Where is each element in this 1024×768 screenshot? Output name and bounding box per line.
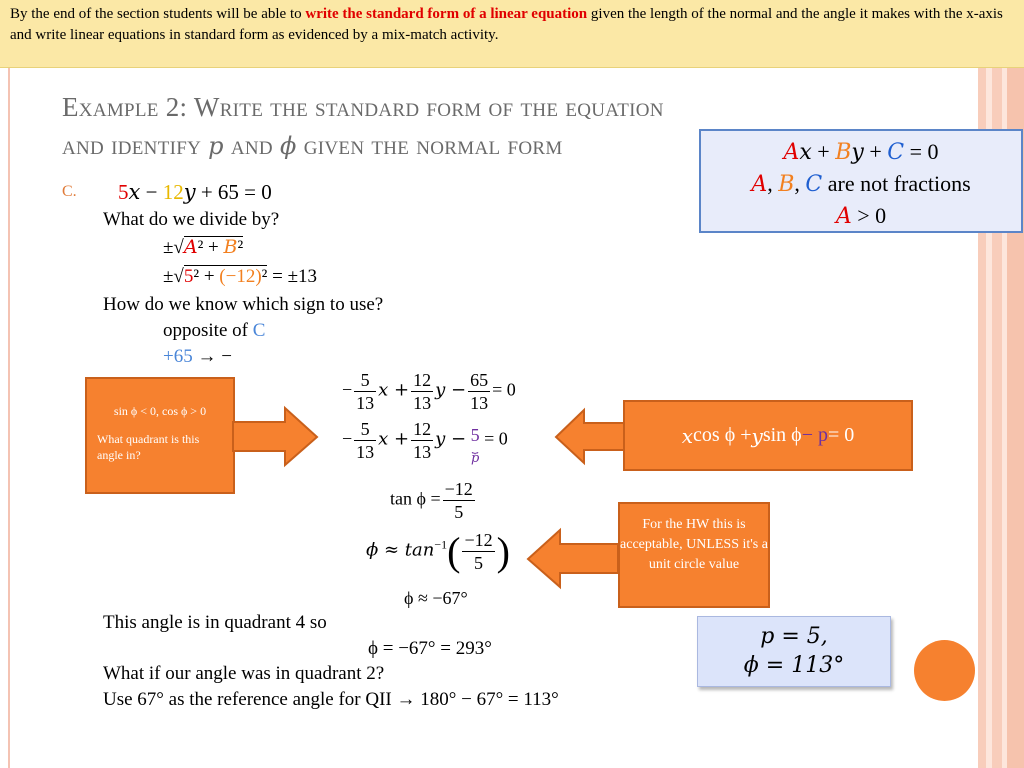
coef: 5 xyxy=(118,180,129,204)
numerator: 5 xyxy=(354,418,376,441)
coef-A: A xyxy=(835,204,852,229)
phi-result: ϕ = 113° xyxy=(743,653,845,678)
quadrant-question: What quadrant is this angle in? xyxy=(97,432,200,462)
comma: , xyxy=(767,171,779,196)
phi-approx: ϕ ≈ −67° xyxy=(404,588,468,608)
fraction xyxy=(411,369,433,414)
positive-A-rule xyxy=(701,200,1021,232)
numerator: 12 xyxy=(413,370,432,390)
result-box xyxy=(697,616,891,687)
coef-C: C xyxy=(805,172,823,197)
coef-B: B xyxy=(223,236,238,258)
radical-values xyxy=(163,266,317,288)
var-x: x xyxy=(128,180,141,204)
left-border-line xyxy=(8,68,10,768)
value: (−12) xyxy=(219,266,262,287)
coef-A: A xyxy=(783,140,800,165)
value: 5 xyxy=(470,425,480,445)
radical-general xyxy=(163,236,243,259)
objective-text-pre: By the end of the section students will be able to xyxy=(10,6,306,22)
denominator: 13 xyxy=(356,442,375,462)
square: ² xyxy=(193,266,200,287)
title-text: given the normal form xyxy=(296,130,563,160)
left-arrow-icon xyxy=(556,410,626,464)
right-arrow-icon xyxy=(233,408,319,466)
op: − xyxy=(140,180,163,204)
fraction xyxy=(468,369,490,414)
denominator: 13 xyxy=(470,393,489,413)
title-line-1: Example 2: Write the standard form of the equation xyxy=(62,92,664,122)
term: sin ϕ xyxy=(762,424,802,446)
op: + xyxy=(199,266,220,287)
sign-arrow-line xyxy=(163,346,232,368)
numerator: −12 xyxy=(464,530,493,550)
term: x + xyxy=(378,379,410,401)
op: = 0 xyxy=(492,379,516,400)
fraction xyxy=(443,478,475,523)
denominator: 13 xyxy=(356,393,375,413)
normalized-equation-2 xyxy=(342,418,508,466)
numerator: 12 xyxy=(413,419,432,439)
part-label xyxy=(62,180,77,202)
op: + 65 = 0 xyxy=(195,180,272,204)
objective-text-post: given the length of the normal and the angle it makes with the x-axis and write linear equations in standard form as evidenced by a mix-match activity. xyxy=(10,6,1003,43)
value: 5 xyxy=(183,266,194,287)
denominator: 5 xyxy=(454,502,464,522)
inverse-sup: −1 xyxy=(434,537,448,552)
op: + xyxy=(811,139,836,164)
left-arrow-icon xyxy=(528,530,620,588)
normalized-equation-1 xyxy=(342,369,516,414)
term: y − xyxy=(435,428,467,450)
coef-B: B xyxy=(835,140,852,165)
var-x: x xyxy=(799,140,812,165)
numerator: 5 xyxy=(354,369,376,392)
coef: 12 xyxy=(162,180,184,204)
coef-C: C xyxy=(887,140,905,165)
not-fractions-rule xyxy=(701,168,1021,200)
text: → − xyxy=(192,346,232,367)
op: − xyxy=(342,428,353,449)
var-y: y xyxy=(183,180,196,204)
paren-close: ) xyxy=(496,529,510,574)
p-result: p = 5, xyxy=(760,624,828,649)
fraction xyxy=(354,369,376,414)
standard-form-box xyxy=(699,129,1023,233)
coef-C: C xyxy=(252,320,266,341)
tan-equation xyxy=(390,478,477,523)
square: ² xyxy=(197,237,204,258)
comma: , xyxy=(794,171,806,196)
fraction xyxy=(462,529,494,574)
lhs: tan ϕ = xyxy=(390,488,441,509)
brace-glyph: ⏟ xyxy=(471,442,479,454)
value: +65 xyxy=(163,346,193,367)
coef-A: A xyxy=(183,236,198,258)
term: x + xyxy=(378,428,410,450)
quadrant-4-statement: This angle is in quadrant 4 so xyxy=(103,612,327,633)
title-var-p: p xyxy=(208,132,224,160)
normal-form-callout xyxy=(623,400,913,471)
sign-question: How do we know which sign to use? xyxy=(103,294,384,315)
homework-callout: For the HW this is acceptable, UNLESS it's a unit circle value xyxy=(618,502,770,608)
rule-text: > 0 xyxy=(851,203,887,228)
divide-question: What do we divide by? xyxy=(103,209,280,230)
result: = ±13 xyxy=(267,266,318,287)
arctan-equation xyxy=(366,528,510,575)
minus-p: − p xyxy=(801,424,828,446)
op: = 0 xyxy=(904,139,939,164)
title-text: and xyxy=(223,130,281,160)
text: opposite of xyxy=(163,320,253,341)
title-text: and identify xyxy=(62,130,209,160)
decorative-circle xyxy=(914,640,975,701)
coef-B: B xyxy=(778,172,795,197)
term: y − xyxy=(435,379,467,401)
reference-angle-line: Use 67° as the reference angle for QII → 180° − 67° = 113° xyxy=(103,689,559,710)
denominator: 13 xyxy=(413,393,432,413)
pm-sqrt: ±√ xyxy=(163,237,184,258)
standard-form-equation xyxy=(701,136,1021,168)
fraction xyxy=(354,418,376,463)
square: ² xyxy=(237,237,244,258)
underbrace-p xyxy=(471,426,480,465)
op: = 0 xyxy=(484,428,508,449)
var-y: y xyxy=(851,140,864,165)
objective-banner xyxy=(0,0,1024,68)
paren-open: ( xyxy=(447,529,461,574)
denominator: 13 xyxy=(413,442,432,462)
var-y: y xyxy=(751,423,763,448)
numerator: 65 xyxy=(470,370,489,390)
rule-text: are not fractions xyxy=(822,171,971,196)
sin-cos-condition: sin ϕ < 0, cos ϕ > 0 xyxy=(113,404,207,418)
opposite-of-line xyxy=(163,320,265,342)
objective-highlight: write the standard form of a linear equation xyxy=(305,6,588,22)
var-x: x xyxy=(681,423,694,448)
pm-sqrt: ±√ xyxy=(163,266,184,287)
square: ² xyxy=(261,266,268,287)
fraction xyxy=(411,418,433,463)
quadrant-2-question: What if our angle was in quadrant 2? xyxy=(103,663,385,684)
lhs: ϕ ≈ tan xyxy=(366,539,435,561)
term: cos ϕ + xyxy=(693,424,752,446)
quadrant-callout xyxy=(85,377,235,494)
op: + xyxy=(203,237,224,258)
op: − xyxy=(342,379,353,400)
denominator: 5 xyxy=(474,553,484,573)
phi-equals: ϕ = −67° = 293° xyxy=(368,638,492,659)
given-equation xyxy=(118,180,272,205)
coef-A: A xyxy=(751,172,768,197)
numerator: −12 xyxy=(444,479,473,499)
op: + xyxy=(863,139,888,164)
op: = 0 xyxy=(827,424,855,446)
title-var-phi: ϕ xyxy=(280,132,297,160)
part-letter: C. xyxy=(62,183,77,200)
var-p: p xyxy=(470,451,480,466)
